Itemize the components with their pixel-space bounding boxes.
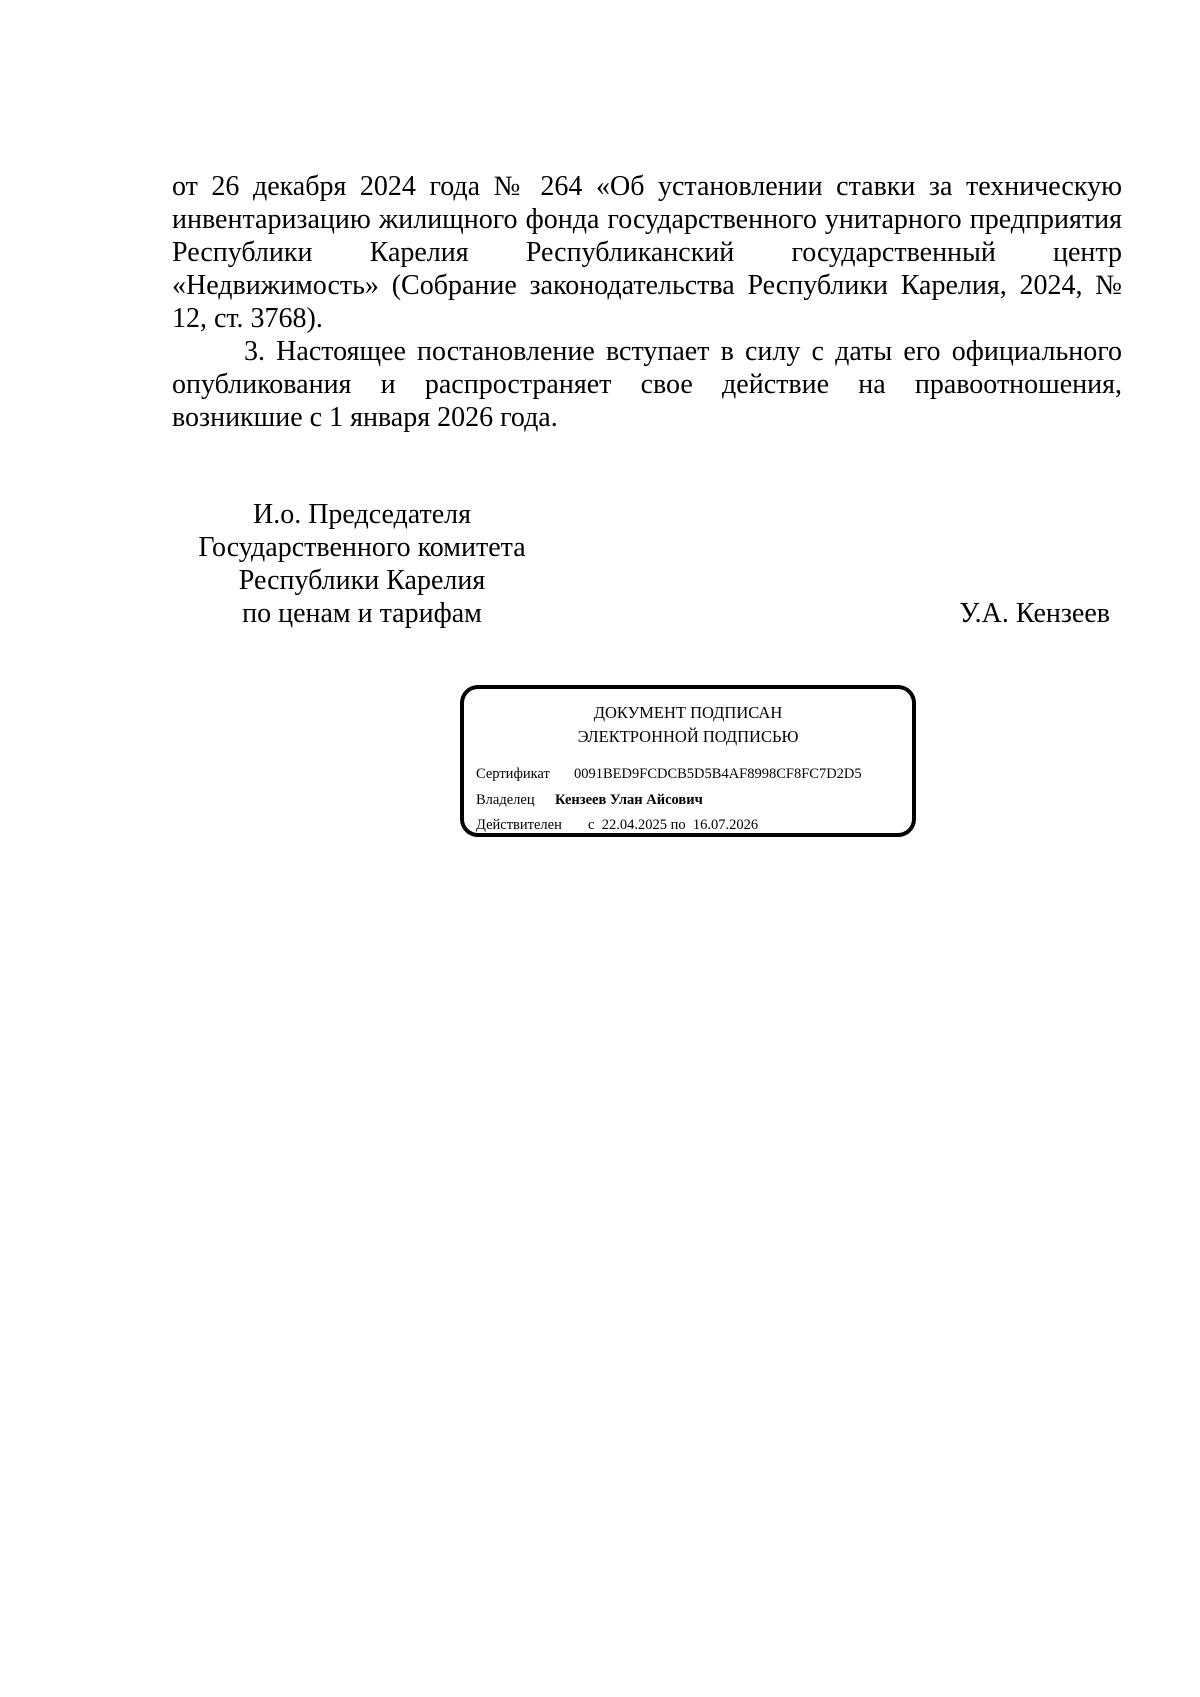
owner-value: Кензеев Улан Айсович [555,792,703,808]
electronic-signature-stamp [460,685,916,837]
document-body [172,170,1122,434]
stamp-certificate-row [476,764,862,784]
stamp-title-line: ЭЛЕКТРОННОЙ ПОДПИСЬЮ [577,727,799,746]
valid-label: Действителен [476,817,562,833]
owner-label: Владелец [476,792,535,808]
certificate-value: 0091BED9FCDCB5D5B4AF8998CF8FC7D2D5 [574,766,862,782]
signer-name: У.А. Кензеев [959,598,1110,629]
position-line: по ценам и тарифам [242,598,482,629]
stamp-title-line: ДОКУМЕНТ ПОДПИСАН [593,703,783,722]
valid-from-date: 22.04.2025 [601,817,667,833]
position-line: Государственного комитета [198,532,526,563]
stamp-validity-row [476,815,758,835]
paragraph-continuation: от 26 декабря 2024 года № 264 «Об установлении ставки за техническую инвентаризацию жилищного фонда государственного унитарного предприятия Республики Карелия Республиканский государственный центр «Недвижимость» (Собрание законодательства Республики Карелия, 2024, № 12, ст. 3768). [172,171,1122,334]
stamp-title [464,701,912,749]
paragraph-item-3: 3. Настоящее постановление вступает в силу с даты его официального опубликования и распространяет свое действие на правоотношения, возникшие с 1 января 2026 года. [172,336,1122,433]
position-line: Республики Карелия [238,565,486,596]
valid-to-date: 16.07.2026 [692,817,759,833]
valid-from-prefix: с [588,817,595,833]
signatory-position [172,498,552,630]
stamp-owner-row [476,790,703,810]
valid-to-prefix: по [670,817,686,833]
certificate-label: Сертификат [476,766,550,782]
position-line: И.о. Председателя [252,499,472,530]
